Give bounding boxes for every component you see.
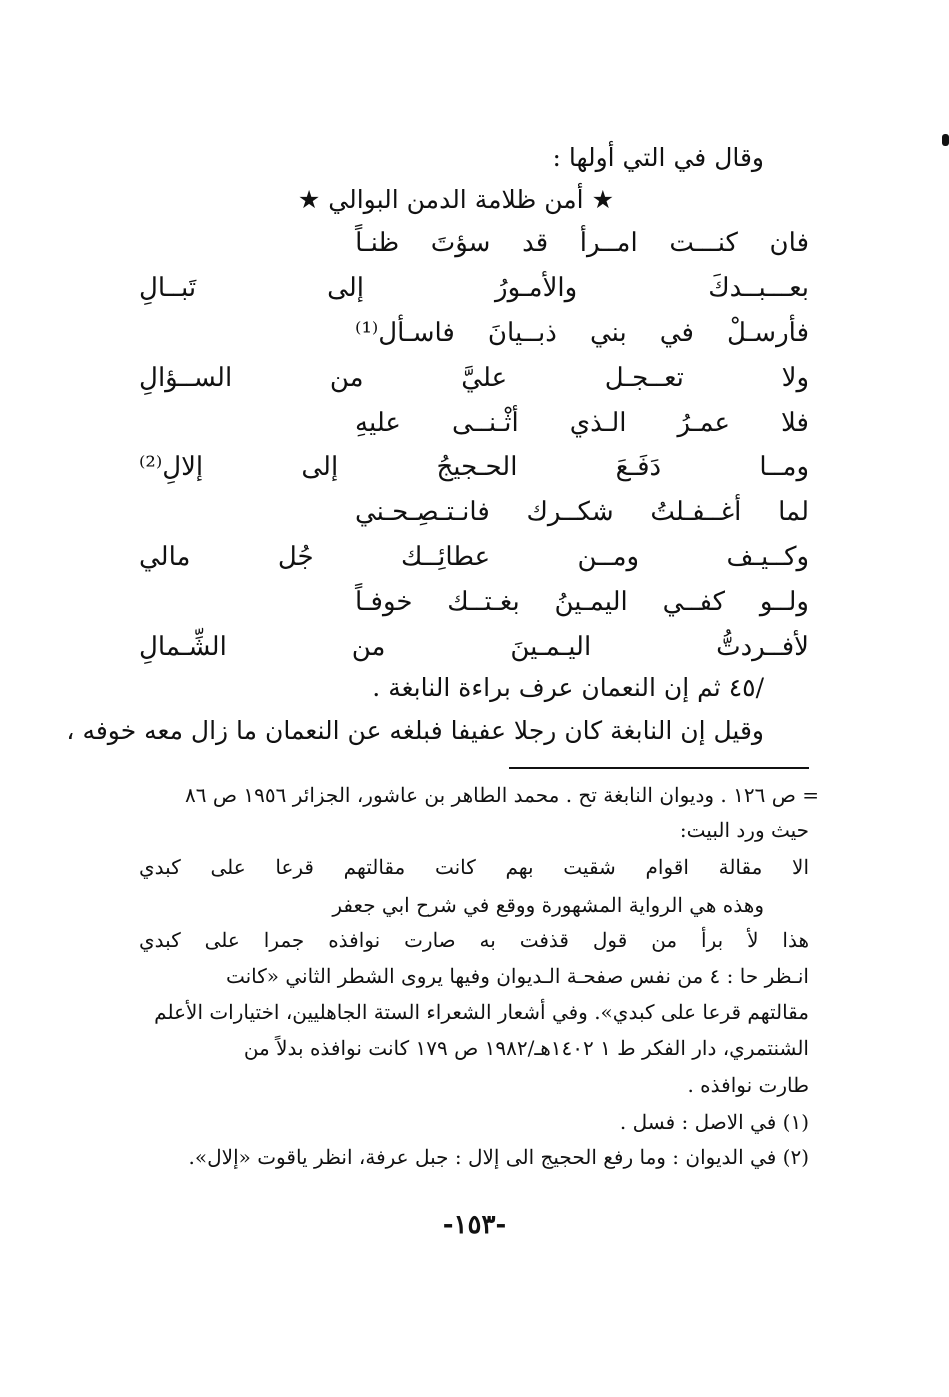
poem-word: ومــن [577, 542, 640, 572]
poem-word: من [351, 632, 386, 662]
footnote-verse-word: لأ [747, 928, 759, 952]
footnote-verse-1 [139, 855, 809, 879]
poem-word: سؤتَ [430, 228, 491, 258]
footnote-2: (٢) في الديوان : وما رفع الحجيج الى إلال : جبل عرفة، انظر ياقوت «إلال». [188, 1145, 809, 1169]
poem-word: عليَّ [461, 363, 508, 393]
poem-word: الحـجيجُ [436, 452, 518, 482]
poem-word: وكــيـف [726, 542, 809, 572]
poem-word: والأمـورُ [495, 273, 578, 303]
footnote-1: (١) في الاصل : فسل . [619, 1110, 809, 1134]
poem-word: قد [522, 228, 549, 258]
footnote-verse-word: كبدي [139, 855, 181, 879]
poem-word: الســؤالِ [139, 363, 233, 393]
poem-word: ومــا [759, 452, 809, 482]
poem-word: إلى [301, 452, 339, 482]
footnote-text-5: طارت نوافذه . [687, 1073, 809, 1097]
footnote-verse-word: جمرا [263, 928, 305, 952]
poem-word: اليمـينُ [554, 587, 628, 617]
poem-word: تَبــالِ [139, 273, 197, 303]
footnote-text-3: مقالتهم قرعا على كبدي». وفي أشعار الشعراء الستة الجاهليين، اختيارات الأعلم [154, 1000, 809, 1024]
footnote-verse-word: صارت [404, 928, 456, 952]
poem-word: خوفـاً [355, 587, 413, 617]
footnote-verse-word: اقوام [645, 855, 689, 879]
poem-word: أثْـنــى [451, 408, 519, 438]
footnote-verse-word: مقالتهم [343, 855, 406, 879]
poem-hemistich [355, 408, 809, 438]
intro-line: وقال في التي أولها : [552, 143, 764, 172]
margin-mark [942, 134, 949, 146]
footnote-verse-word: كانت [434, 855, 476, 879]
footnote-verse-word: على [204, 928, 240, 952]
footnote-text-2: انـظر حا : ٤ من نفس صفحـة الـديوان وفيها يروى الشطر الثاني «كانت [225, 964, 809, 988]
poem-word: عطائِــك [401, 542, 491, 572]
poem-hemistich [355, 497, 809, 527]
poem-word: في [659, 318, 694, 348]
poem-word: بغـتــك [447, 587, 520, 617]
poem-word: كنـــت [669, 228, 738, 258]
poem-first-line: ★ أمن ظلامة الدمن البوالي ★ [297, 185, 614, 214]
poem-hemistich [355, 228, 809, 258]
footnote-verse-word: نوافذه [328, 928, 381, 952]
footnote-verse-word: الا [792, 855, 809, 879]
poem-hemistich [355, 318, 809, 348]
poem-hemistich [139, 452, 809, 482]
footnote-verse-word: مقالة [718, 855, 763, 879]
poem-hemistich [139, 273, 809, 303]
poem-word: عمـرُ [677, 408, 731, 438]
poem-word: ولــو [759, 587, 809, 617]
poem-hemistich [355, 587, 809, 617]
poem-word: اليـمـينَ [510, 632, 592, 662]
poem-word: فاسـأل⁽¹⁾ [355, 318, 455, 348]
poem-word: فانـتـصِـحـني [355, 497, 490, 527]
poem-word: مالي [139, 542, 191, 572]
poem-word: بعـــبــدكَ [708, 273, 809, 303]
poem-word: الشِّـمالِ [139, 632, 227, 662]
poem-word: امــرأ [579, 228, 638, 258]
poem-word: الـذي [569, 408, 627, 438]
poem-word: أغــفـلتُ [650, 497, 742, 527]
page-number: -١٥٣- [442, 1210, 507, 1240]
footnote-continuation: = ص ١٢٦ . وديوان النابغة تح . محمد الطاهر بن عاشور، الجزائر ١٩٥٦ ص ٨٦ [185, 783, 819, 807]
footnote-verse-word: على [210, 855, 246, 879]
poem-word: ظنـاً [355, 228, 400, 258]
poem-word: كفــي [662, 587, 726, 617]
footnote-text-4: الشنتمري، دار الفكر ط ١ ١٤٠٢هـ/١٩٨٢ ص ١٧٩ كانت نوافذه بدلاً من [243, 1036, 809, 1060]
poem-word: فلا [781, 408, 809, 438]
paragraph-nabigha: وقيل إن النابغة كان رجلا عفيفا فبلغه عن النعمان ما زال معه خوفه ، [66, 716, 764, 745]
poem-word: إلالِ⁽²⁾ [139, 452, 204, 482]
footnote-verse-word: قول [592, 928, 628, 952]
footnote-verse-word: برأ [701, 928, 724, 952]
footnote-verse-2 [139, 928, 809, 952]
footnote-verse-word: كبدي [139, 928, 181, 952]
poem-word: بني [589, 318, 627, 348]
poem-word: إلى [327, 273, 364, 303]
poem-word: شكــرك [526, 497, 614, 527]
poem-hemistich [139, 542, 809, 572]
poem-word: تعــجـل [604, 363, 684, 393]
poem-word: لما [778, 497, 809, 527]
footnote-verse-word: شقيت [563, 855, 616, 879]
footnote-verse-word: به [479, 928, 496, 952]
poem-word: دَفَـعَ [615, 452, 662, 482]
poem-word: من [329, 363, 364, 393]
footnote-continuation-2: حيث ورد البيت: [679, 818, 809, 842]
footnote-divider [509, 767, 809, 769]
poem-word: ذبــيانَ [487, 318, 557, 348]
footnote-verse-word: من [651, 928, 678, 952]
footnote-verse-word: قرعا [275, 855, 314, 879]
poem-word: جُل [277, 542, 314, 572]
footnote-text-1: وهذه هي الرواية المشهورة ووقع في شرح ابي جعفر [332, 893, 764, 917]
poem-hemistich [139, 632, 809, 662]
paragraph-45: /٤٥ ثم إن النعمان عرف براءة النابغة . [372, 673, 764, 702]
poem-word: فان [769, 228, 809, 258]
footnote-verse-word: بهم [505, 855, 534, 879]
poem-word: لأفــردتُّ [716, 632, 809, 662]
poem-hemistich [139, 363, 809, 393]
footnote-verse-word: قذفت [519, 928, 569, 952]
poem-word: عليهِ [355, 408, 401, 438]
footnote-verse-word: هذا [782, 928, 809, 952]
poem-word: فأرسـلْ [727, 318, 809, 348]
poem-word: ولا [781, 363, 809, 393]
